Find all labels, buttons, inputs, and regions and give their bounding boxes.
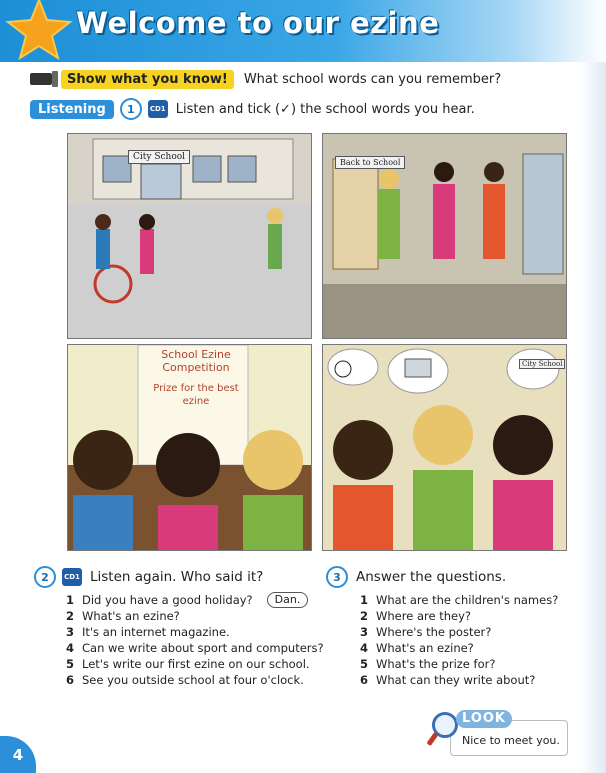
torch-icon xyxy=(30,73,52,85)
back-to-school-sign: Back to School xyxy=(335,156,405,169)
list-item: 1 What are the children's names? xyxy=(360,593,559,607)
exercise-3 xyxy=(326,566,576,688)
poster-title: School Ezine Competition xyxy=(161,348,231,374)
listening-instruction: Listen and tick (✓) the school words you hear. xyxy=(175,101,475,117)
illustration-street-scene xyxy=(67,133,312,339)
poster-prize: Prize for the best ezine xyxy=(153,383,239,407)
list-item: 3 Where's the poster? xyxy=(360,625,492,639)
show-what-you-know-question: What school words can you remember? xyxy=(243,71,502,87)
illustration-friends-scene xyxy=(322,344,567,551)
list-item: 2 Where are they? xyxy=(360,609,471,623)
list-item: 1 Did you have a good holiday? Dan. xyxy=(66,592,334,608)
speech-bubble-answer: Dan. xyxy=(267,592,309,608)
listening-row xyxy=(30,98,475,120)
illustration-corridor xyxy=(322,133,567,339)
exercise-2-list xyxy=(66,592,334,688)
list-item: 2 What's an ezine? xyxy=(66,609,180,623)
look-label: LOOK xyxy=(456,710,512,728)
list-item: 6 See you outside school at four o'clock. xyxy=(66,673,304,687)
listening-label: Listening xyxy=(30,100,114,119)
exercise-1-number: 1 xyxy=(120,98,142,120)
cd-icon: CD1 xyxy=(62,568,82,586)
list-item: 5 What's the prize for? xyxy=(360,657,496,671)
exercise-2-title: Listen again. Who said it? xyxy=(90,569,264,585)
page-title: Welcome to our ezine xyxy=(76,6,440,40)
exercise-2-number: 2 xyxy=(34,566,56,588)
show-what-you-know-row xyxy=(30,68,501,90)
exercise-3-number: 3 xyxy=(326,566,348,588)
exercise-3-title: Answer the questions. xyxy=(356,569,507,585)
city-school-thought-sign: City School xyxy=(519,359,565,369)
exercise-3-list xyxy=(360,592,576,688)
list-item: 3 It's an internet magazine. xyxy=(66,625,230,639)
star-icon xyxy=(4,0,74,60)
list-item: 4 Can we write about sport and computers? xyxy=(66,641,324,655)
page-margin-strip xyxy=(580,62,606,773)
page-number: 4 xyxy=(0,736,36,773)
list-item: 5 Let's write our first ezine on our school. xyxy=(66,657,310,671)
magnifier-handle xyxy=(426,732,438,746)
title-banner xyxy=(0,0,606,62)
list-item: 6 What can they write about? xyxy=(360,673,536,687)
show-what-you-know-label: Show what you know! xyxy=(61,70,234,89)
list-item: 4 What's an ezine? xyxy=(360,641,474,655)
city-school-sign: City School xyxy=(128,150,190,164)
competition-poster xyxy=(146,348,246,408)
exercise-2 xyxy=(34,566,334,688)
cd-icon: CD1 xyxy=(148,100,168,118)
look-box xyxy=(430,710,568,756)
look-text: Nice to meet you. xyxy=(462,734,560,747)
